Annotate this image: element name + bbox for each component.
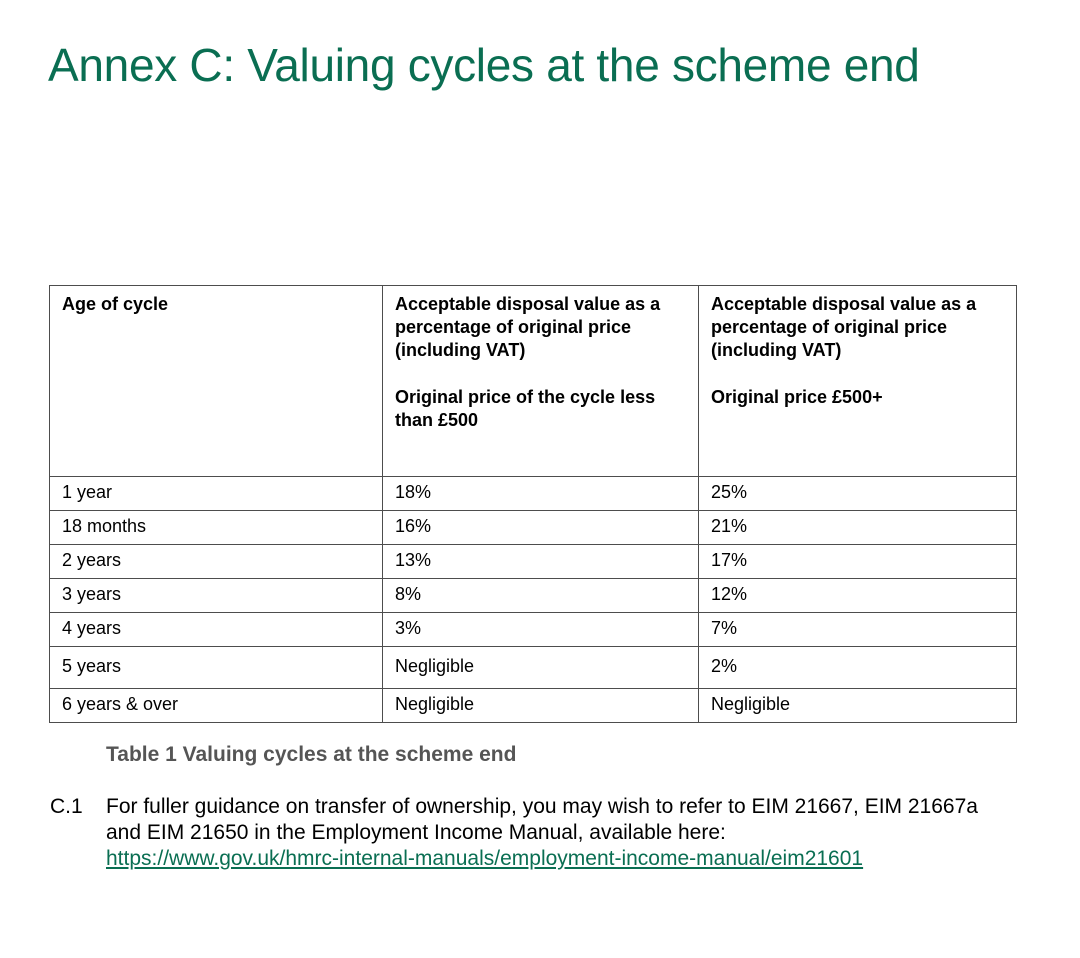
- cell-under-500: 18%: [383, 477, 699, 511]
- paragraph-text: For fuller guidance on transfer of ownership, you may wish to refer to EIM 21667, EIM 21667a and EIM 21650 in the Employment Income Manual, available here:: [106, 795, 978, 844]
- header-age-label: Age of cycle: [62, 294, 169, 314]
- table-row: [50, 545, 1017, 579]
- cell-age: 3 years: [50, 579, 383, 613]
- cycle-valuation-table: [49, 285, 1017, 723]
- cell-over-500: 7%: [699, 613, 1017, 647]
- cell-age: 6 years & over: [50, 689, 383, 723]
- cell-age: 5 years: [50, 647, 383, 689]
- table-row: [50, 477, 1017, 511]
- cell-under-500: 3%: [383, 613, 699, 647]
- eim-manual-link[interactable]: https://www.gov.uk/hmrc-internal-manuals/employment-income-manual/eim21601: [106, 847, 864, 870]
- cell-age: 1 year: [50, 477, 383, 511]
- cell-under-500: Negligible: [383, 689, 699, 723]
- cell-under-500: Negligible: [383, 647, 699, 689]
- cell-age: 18 months: [50, 511, 383, 545]
- header-age-of-cycle: [50, 286, 383, 477]
- header-under-500-sub: Original price of the cycle less than £500: [395, 387, 656, 430]
- header-over-500-sub: Original price £500+: [711, 387, 883, 407]
- header-under-500-main: Acceptable disposal value as a percentage of original price (including VAT): [395, 294, 661, 360]
- cell-under-500: 16%: [383, 511, 699, 545]
- cell-age: 2 years: [50, 545, 383, 579]
- cell-over-500: 2%: [699, 647, 1017, 689]
- paragraph-c1: [50, 794, 1010, 872]
- table-header-row: [50, 286, 1017, 477]
- table-row: [50, 511, 1017, 545]
- table-caption: Table 1 Valuing cycles at the scheme end: [106, 743, 517, 766]
- cell-over-500: 25%: [699, 477, 1017, 511]
- header-under-500: [383, 286, 699, 477]
- cell-over-500: 12%: [699, 579, 1017, 613]
- header-over-500-main: Acceptable disposal value as a percentage of original price (including VAT): [711, 294, 977, 360]
- table-row: [50, 647, 1017, 689]
- table-row: [50, 613, 1017, 647]
- table-row: [50, 579, 1017, 613]
- header-over-500: [699, 286, 1017, 477]
- cell-under-500: 8%: [383, 579, 699, 613]
- cell-over-500: 17%: [699, 545, 1017, 579]
- table-row: [50, 689, 1017, 723]
- cell-age: 4 years: [50, 613, 383, 647]
- page-title: Annex C: Valuing cycles at the scheme end: [48, 39, 920, 91]
- cell-under-500: 13%: [383, 545, 699, 579]
- paragraph-number: C.1: [50, 795, 83, 818]
- cell-over-500: Negligible: [699, 689, 1017, 723]
- cell-over-500: 21%: [699, 511, 1017, 545]
- paragraph-body: [106, 794, 1010, 872]
